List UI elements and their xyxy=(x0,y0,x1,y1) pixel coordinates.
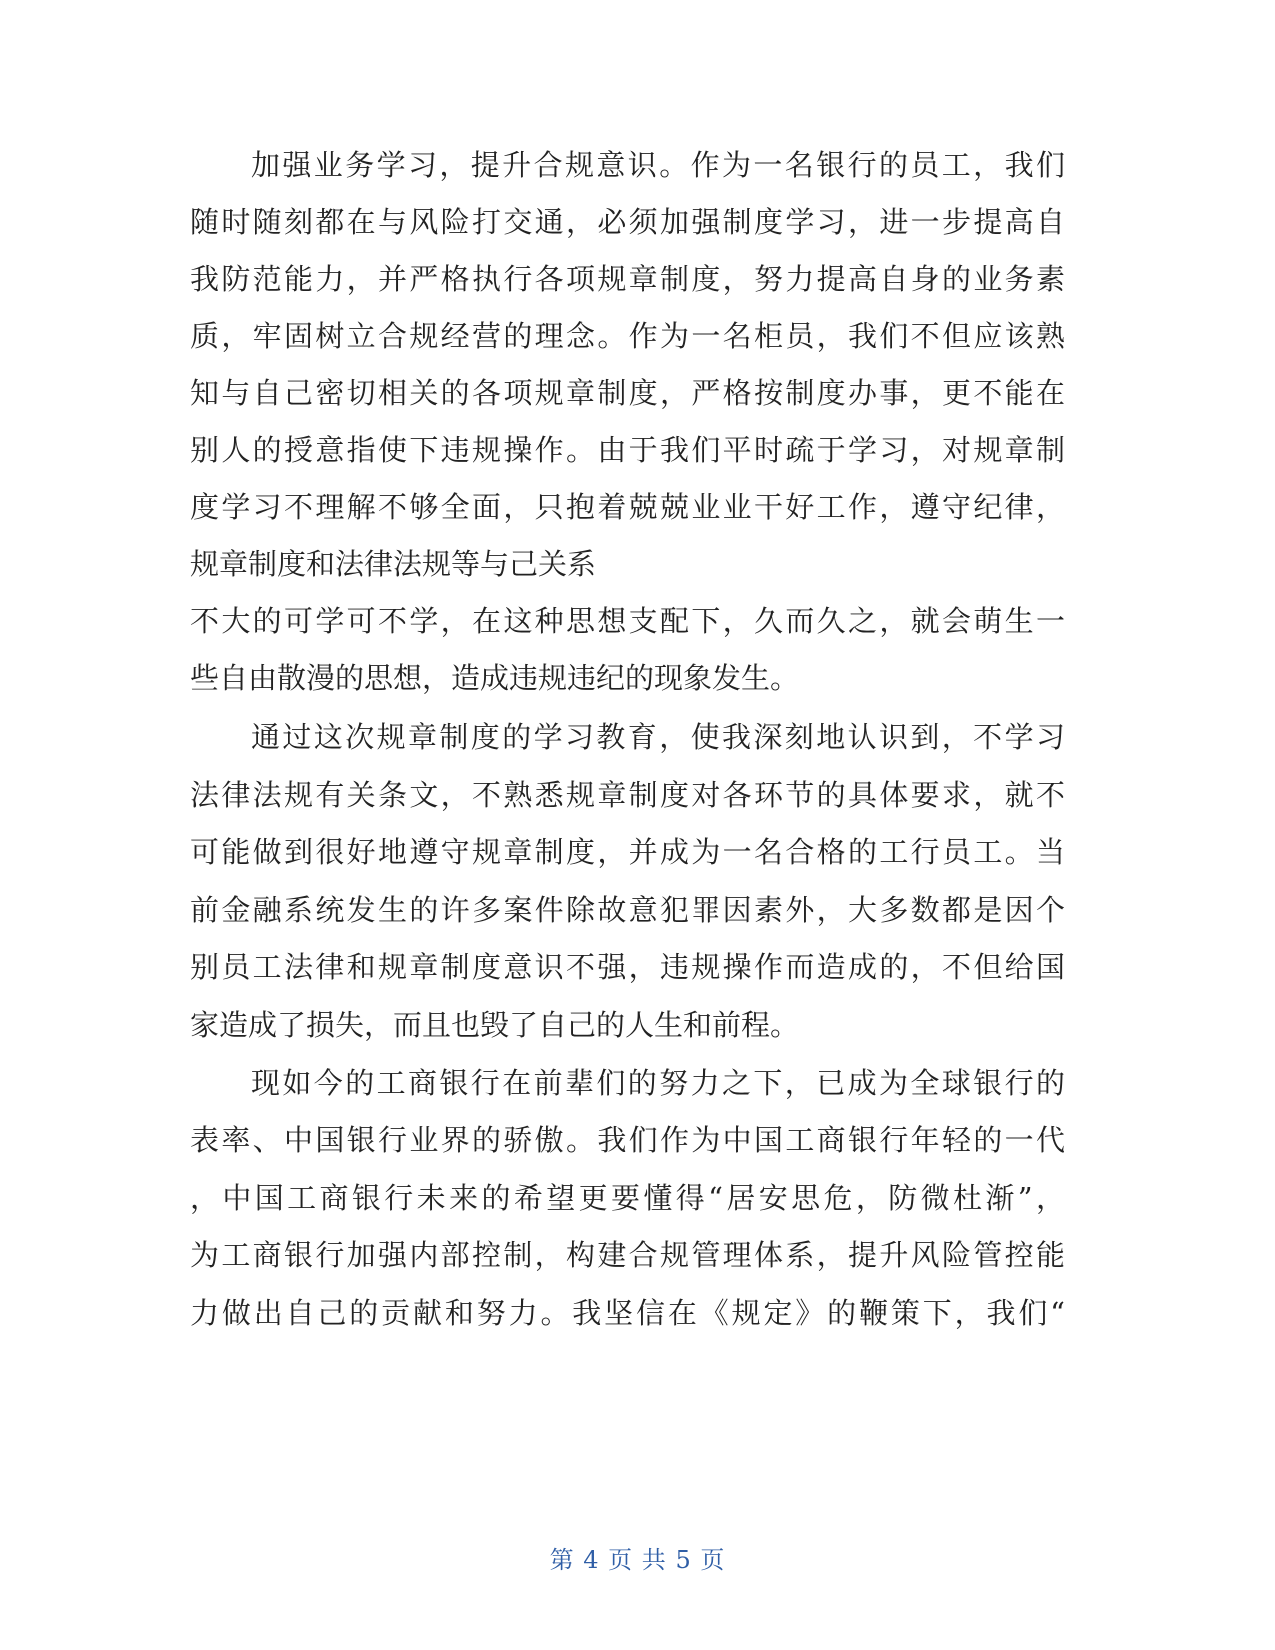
paragraph-2-line-6: 家造成了损失，而且也毁了自己的人生和前程。 xyxy=(190,1008,800,1042)
paragraph-1-line-4: 质，牢固树立合规经营的理念。作为一名柜员，我们不但应该熟 xyxy=(190,319,1065,353)
paragraph-2-line-1: 通过这次规章制度的学习教育，使我深刻地认识到，不学习 xyxy=(251,720,1065,754)
paragraph-1-line-7: 度学习不理解不够全面，只抱着兢兢业业干好工作，遵守纪律， xyxy=(190,490,1065,524)
paragraph-3-line-1: 现如今的工商银行在前辈们的努力之下，已成为全球银行的 xyxy=(251,1066,1065,1100)
paragraph-2-line-2: 法律法规有关条文，不熟悉规章制度对各环节的具体要求，就不 xyxy=(190,778,1065,812)
paragraph-1-line-3: 我防范能力，并严格执行各项规章制度，努力提高自身的业务素 xyxy=(190,262,1065,296)
paragraph-1-line-1: 加强业务学习，提升合规意识。作为一名银行的员工，我们 xyxy=(251,148,1065,182)
paragraph-1-line-6: 别人的授意指使下违规操作。由于我们平时疏于学习，对规章制 xyxy=(190,433,1065,467)
paragraph-1-line-5: 知与自己密切相关的各项规章制度，严格按制度办事，更不能在 xyxy=(190,376,1065,410)
paragraph-1-line-10: 些自由散漫的思想，造成违规违纪的现象发生。 xyxy=(190,661,800,695)
paragraph-3-line-2: 表率、中国银行业界的骄傲。我们作为中国工商银行年轻的一代 xyxy=(190,1123,1065,1157)
paragraph-2-line-5: 别员工法律和规章制度意识不强，违规操作而造成的，不但给国 xyxy=(190,950,1065,984)
paragraph-2-line-3: 可能做到很好地遵守规章制度，并成为一名合格的工行员工。当 xyxy=(190,835,1065,869)
paragraph-3-line-3: ，中国工商银行未来的希望更要懂得“居安思危，防微杜渐”， xyxy=(190,1181,1065,1215)
paragraph-3-line-4: 为工商银行加强内部控制，构建合规管理体系，提升风险管控能 xyxy=(190,1238,1065,1272)
paragraph-2-line-4: 前金融系统发生的许多案件除故意犯罪因素外，大多数都是因个 xyxy=(190,893,1065,927)
paragraph-1-line-9: 不大的可学可不学，在这种思想支配下，久而久之，就会萌生一 xyxy=(190,604,1065,638)
paragraph-1-line-8: 规章制度和法律法规等与己关系 xyxy=(190,547,597,581)
page-number-footer: 第 4 页 共 5 页 xyxy=(549,1546,726,1574)
paragraph-3-line-5: 力做出自己的贡献和努力。我坚信在《规定》的鞭策下，我们“ xyxy=(190,1296,1065,1330)
paragraph-1-line-2: 随时随刻都在与风险打交通，必须加强制度学习，进一步提高自 xyxy=(190,205,1065,239)
